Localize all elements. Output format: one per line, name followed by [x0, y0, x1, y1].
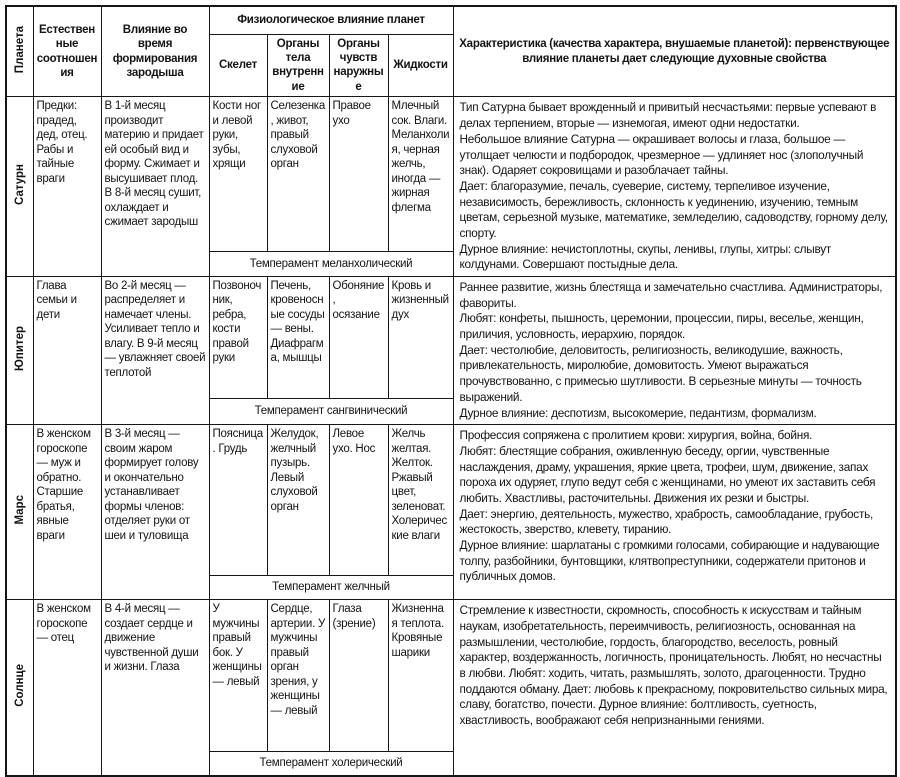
characteristic-paragraph: Раннее развитие, жизнь блестяща и замечательно счастлива. Администраторы, фавориты. — [459, 280, 883, 310]
characteristic-paragraph: Дает: энергию, деятельность, мужество, храбрость, самообладание, грубость, жестокость, зверство, клевету, тиранию. — [459, 506, 874, 537]
characteristic-paragraph: Тип Сатурна бывает врожденный и привитый несчастьями: первые успевают в делах терпением, вторые — изнемогая, имеют одни недостатки. — [459, 100, 877, 131]
col-header-planet — [6, 6, 33, 97]
cell-influence: Во 2-й месяц — распределяет и намечает члены. Усиливает тепло и влагу. В 9-й месяц — увлажняет своей теплотой — [101, 277, 209, 425]
cell-characteristic — [453, 97, 896, 277]
cell-planet-name — [6, 425, 33, 600]
characteristic-paragraph: Профессия сопряжена с пролитием крови: хирургия, война, бойня. — [459, 428, 813, 443]
planet-name-label: Марс — [13, 495, 26, 525]
cell-organs: Печень, кровеносные сосуды — вены. Диафрагма, мышцы — [267, 277, 329, 399]
cell-planet-name — [6, 600, 33, 776]
cell-temperament: Темперамент сангвинический — [209, 398, 453, 425]
cell-senses: Левое ухо. Нос — [329, 425, 388, 576]
col-header-senses: Органы чувств наружные — [329, 34, 388, 97]
cell-skeleton: Поясница. Грудь — [209, 425, 267, 576]
cell-characteristic — [453, 600, 896, 776]
characteristic-paragraph: Дурное влияние: нечистоплотны, скупы, ленивы, глупы, хитры: слывут колдунами. Совершают постыдные дела. — [459, 241, 832, 272]
cell-senses: Правое ухо — [329, 97, 388, 251]
cell-liquids: Млечный сок. Влаги. Меланхолия, черная желчь, иногда — жирная флегма — [388, 97, 453, 251]
col-header-liquids: Жидкости — [388, 34, 453, 97]
cell-natural: В женском гороскопе — муж и обратно. Старшие братья, явные враги — [33, 425, 101, 600]
planet-name-label: Сатурн — [13, 163, 26, 205]
planet-name-label: Юпитер — [13, 325, 26, 371]
characteristic-paragraph: Небольшое влияние Сатурна — окрашивает волосы и глаза, большое — утолщает челюсти и подбородок, чрезмерное — удлиняет нос (злополучный знак). Одаряет сокровищами и разоблачает тайны. — [459, 131, 864, 178]
cell-senses: Глаза (зрение) — [329, 600, 388, 752]
cell-skeleton: У мужчины правый бок. У женщины — левый — [209, 600, 267, 752]
table-row-saturn — [6, 97, 896, 251]
cell-liquids: Жизненная теплота. Кровяные шарики — [388, 600, 453, 752]
cell-temperament: Темперамент холерический — [209, 752, 453, 776]
cell-natural: Предки: прадед, дед, отец. Рабы и тайные враги — [33, 97, 101, 277]
table-row-jupiter — [6, 277, 896, 399]
characteristic-paragraph: Дает: благоразумие, печаль, суеверие, систему, терпеливое изучение, независимость, бережливость, склонность к уединению, изучению, темным цветам, серьезной музыке, математике, земледелию, садоводству, горному делу, спорту. — [459, 178, 888, 240]
cell-liquids: Кровь и жизненный дух — [388, 277, 453, 399]
col-header-influence: Влияние во время формирования зародыша — [101, 6, 209, 97]
col-header-skeleton: Скелет — [209, 34, 267, 97]
col-header-natural: Естественные соотношения — [33, 6, 101, 97]
characteristic-paragraph: Дурное влияние: деспотизм, высокомерие, педантизм, формализм. — [459, 405, 817, 420]
table-row-mars — [6, 425, 896, 576]
col-header-planet-label: Планета — [13, 25, 26, 74]
table-row-sun — [6, 600, 896, 752]
characteristic-paragraph: Любят: блестящие собрания, оживленную беседу, оргии, чувственные наслаждения, драму, украшения, яркие цвета, трофеи, шум, движение, запах пороха их одуряет, глупо ведут себя с женщинами, но умеют их заставить себя любить. Хвастливы, расточительны. Движения их резки и быстры. — [459, 443, 876, 505]
cell-skeleton: Позвоночник, ребра, кости правой руки — [209, 277, 267, 399]
cell-senses: Обоняние, осязание — [329, 277, 388, 399]
planets-table — [5, 5, 897, 777]
characteristic-paragraph: Дурное влияние: шарлатаны с громкими голосами, собирающие и надувающие толпу, разбойники, бунтовщики, клятвопреступники, содержатели притонов и публичных домов. — [459, 538, 880, 584]
cell-organs: Сердце, артерии. У мужчины правый орган зрения, у женщины — левый — [267, 600, 329, 752]
planet-name-label: Солнце — [13, 663, 26, 707]
cell-temperament: Темперамент желчный — [209, 576, 453, 600]
col-header-physio-group: Физиологическое влияние планет — [209, 6, 453, 34]
cell-skeleton: Кости ног и левой руки, зубы, хрящи — [209, 97, 267, 251]
cell-organs: Желудок, желчный пузырь. Левый слуховой орган — [267, 425, 329, 576]
cell-organs: Селезенка, живот, правый слуховой орган — [267, 97, 329, 251]
cell-temperament: Темперамент меланхолический — [209, 251, 453, 277]
col-header-characteristic: Характеристика (качества характера, внушаемые планетой): первенствующее влияние планеты дает следующие духовные свойства — [453, 6, 896, 97]
cell-influence: В 1-й месяц производит материю и придает ей особый вид и форму. Сжимает и высушивает плод. В 8-й месяц сушит, охлаждает и сжимает зародыш — [101, 97, 209, 277]
cell-planet-name — [6, 277, 33, 425]
cell-liquids: Желчь желтая. Желток. Ржавый цвет, зеленоват. Холерические влаги — [388, 425, 453, 576]
cell-natural: Глава семьи и дети — [33, 277, 101, 425]
cell-characteristic — [453, 425, 896, 600]
cell-characteristic — [453, 277, 896, 425]
characteristic-paragraph: Любят: конфеты, пышность, церемонии, процессии, пиры, веселье, женщин, приличия, условность, иерархию, порядок. — [459, 311, 864, 342]
characteristic-paragraph: Стремление к известности, скромность, способность к искусствам и тайным наукам, изобретательность, переимчивость, религиозность, основанная на размышлении, честолюбие, гордость, благородство, веселость, ровный характер, воздержанность, логичность, проницательность. Любят, но несчастны в любви. Любят: ходить, читать, размышлять, золото, драгоценности. Трудно поддаются обману. Дает: любовь к прекрасному, покровительство сильных мира, славу, богатство, почести. Дурное влияние: болтливость, суетность, хвастливость, воображают себя непризнанными гениями. — [459, 603, 888, 727]
characteristic-paragraph: Дает: честолюбие, деловитость, религиозность, великодушие, важность, привлекательность, миролюбие, домовитость. Умеют выражаться прочувствованно, с примесью шутливости. В серьезные минуты — точность выражений. — [459, 342, 862, 404]
cell-influence: В 4-й месяц — создает сердце и движение чувственной души и жизни. Глаза — [101, 600, 209, 776]
cell-influence: В 3-й месяц — своим жаром формирует голову и окончательно устанавливает формы членов: отделяет руки от шеи и туловища — [101, 425, 209, 600]
cell-planet-name — [6, 97, 33, 277]
cell-natural: В женском гороскопе — отец — [33, 600, 101, 776]
col-header-organs: Органы тела внутренние — [267, 34, 329, 97]
